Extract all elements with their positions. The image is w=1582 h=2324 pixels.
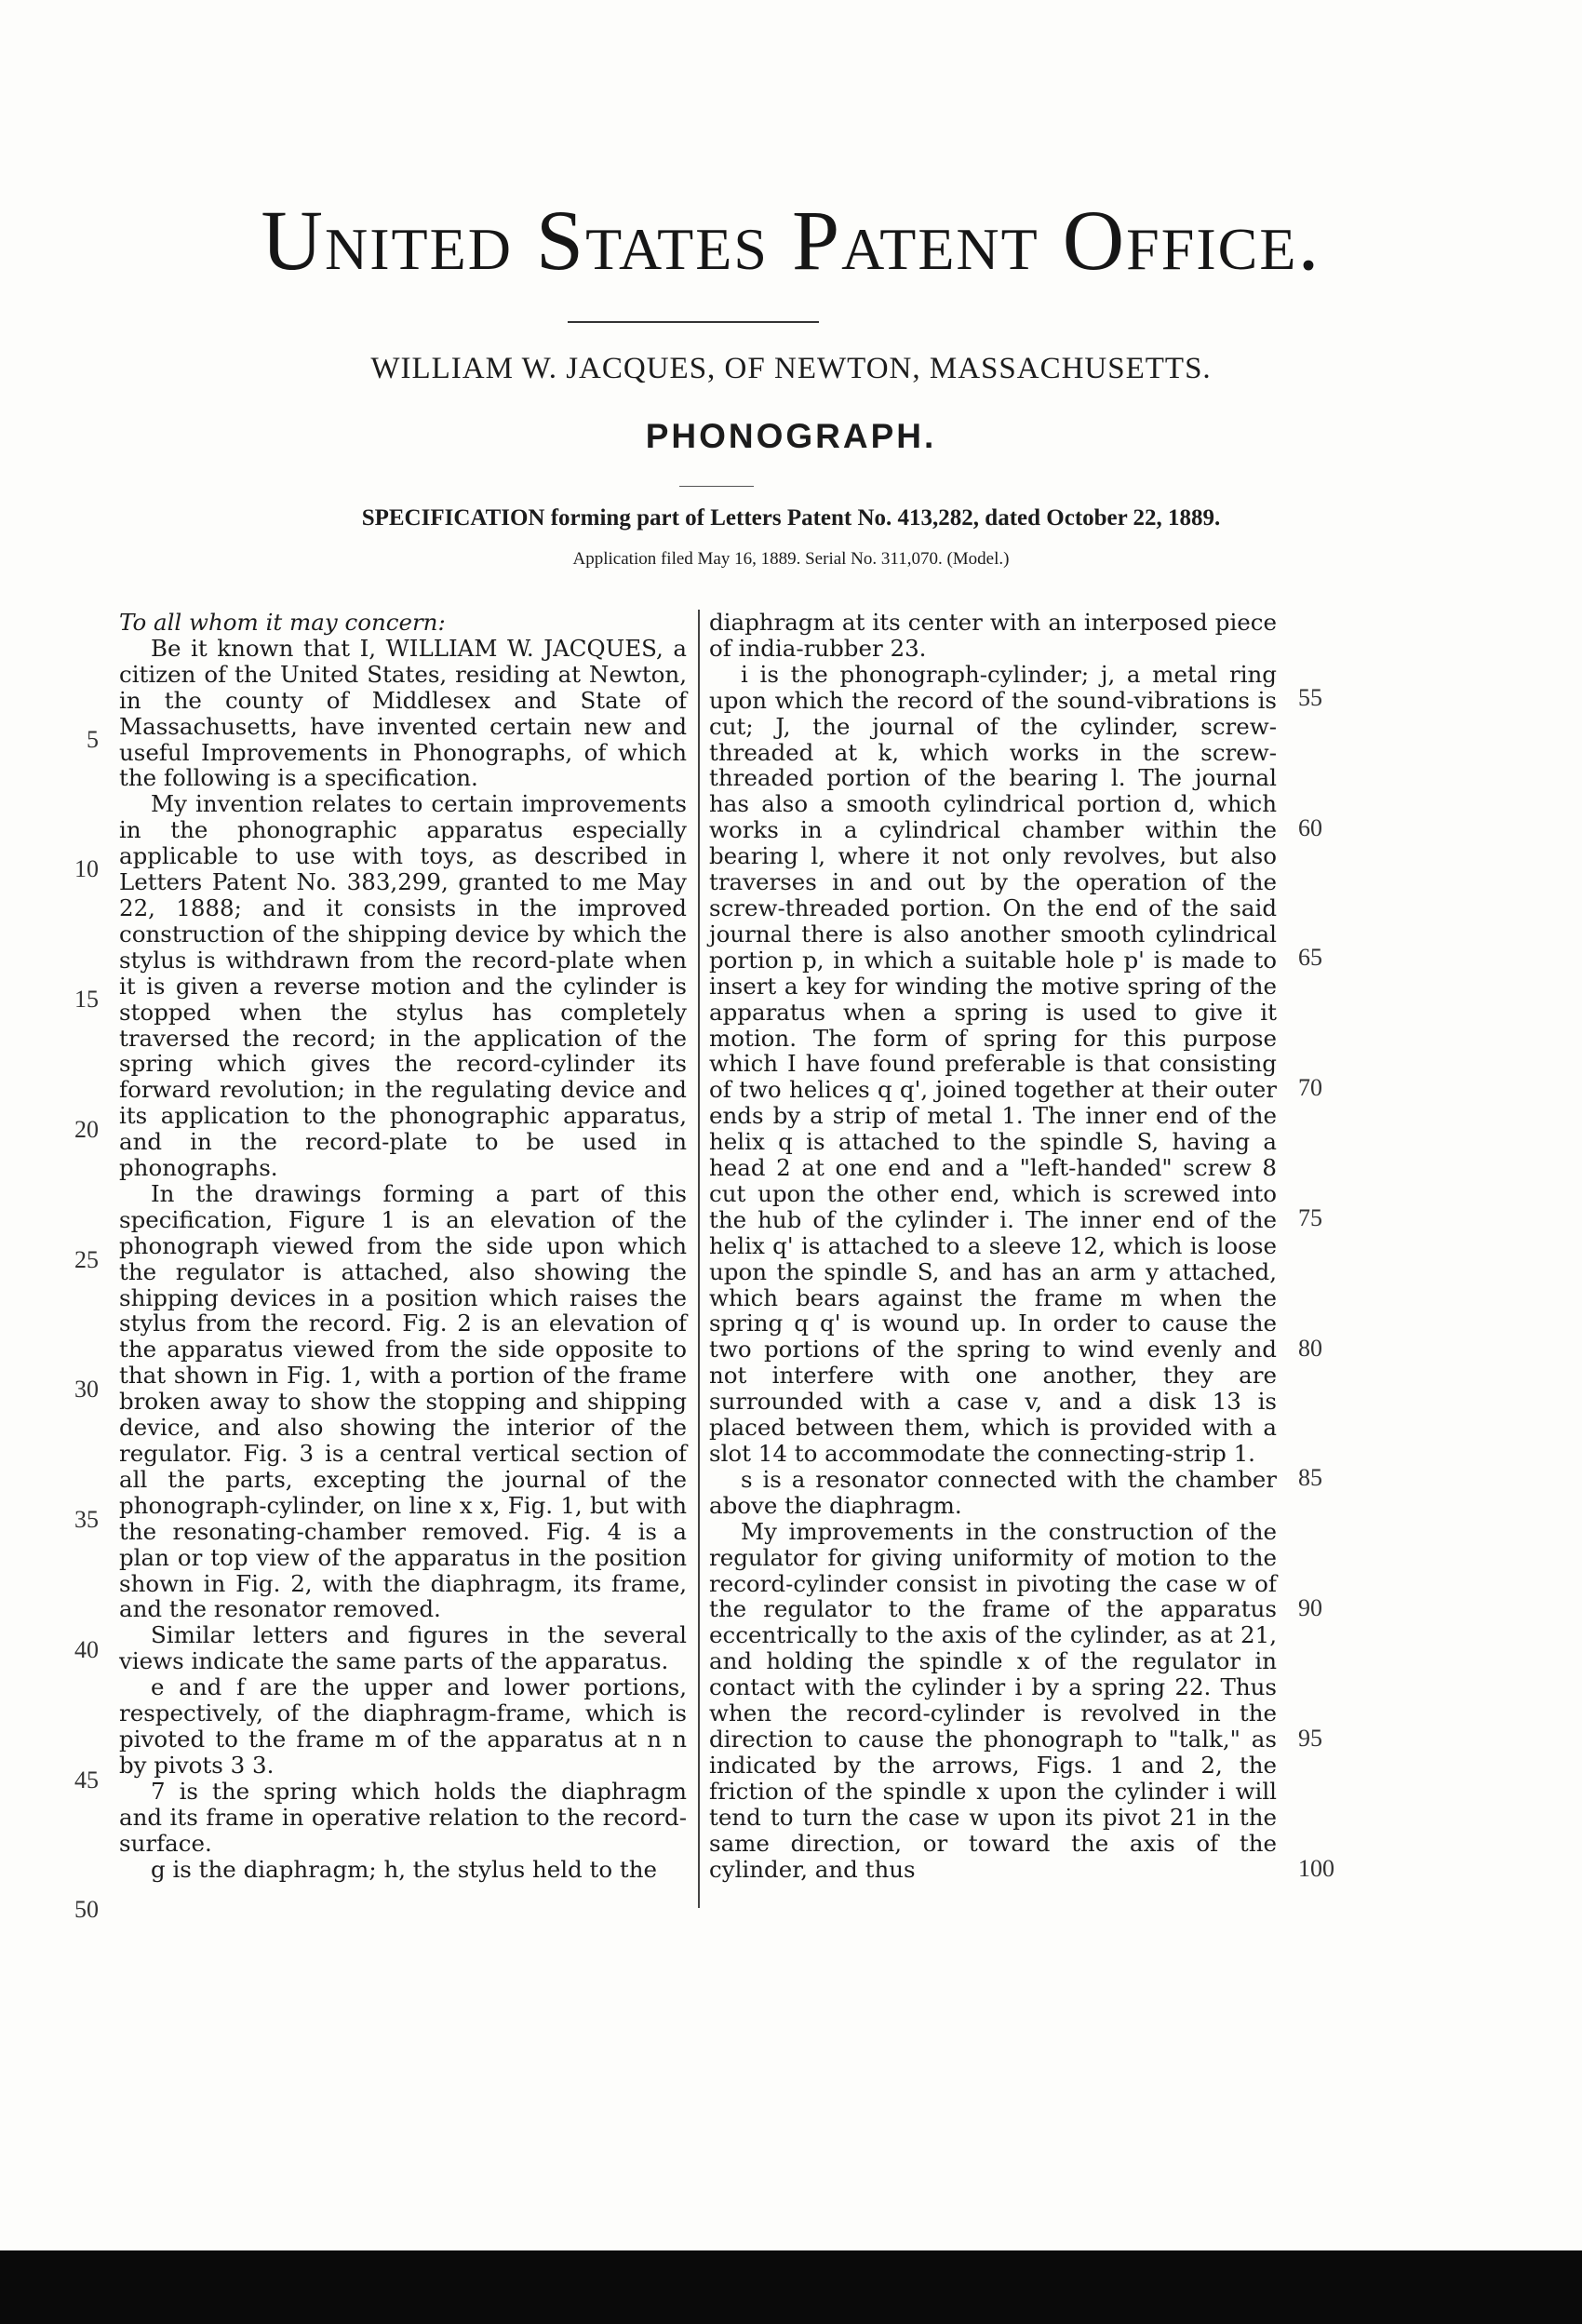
line-number: 30	[74, 1376, 99, 1403]
line-number: 20	[74, 1116, 99, 1143]
paragraph: Be it known that I, WILLIAM W. JACQUES, a citizen of the United States, residing at Newton, in the county of Middlesex and State of Massachusetts, have invented certain new and useful Improvements in Phonographs, of which the following is a specification.	[119, 634, 687, 792]
inventor-line: WILLIAM W. JACQUES, OF NEWTON, MASSACHUSETTS.	[370, 352, 1212, 385]
line-number: 60	[1298, 814, 1322, 841]
line-number: 5	[87, 726, 99, 753]
paragraph: e and f are the upper and lower portions, respectively, of the diaphragm-frame, which is pivoted to the frame m of the apparatus at n n by pivots 3 3.	[119, 1673, 687, 1779]
line-number: 45	[74, 1767, 99, 1793]
line-number: 90	[1298, 1594, 1322, 1621]
paragraph: diaphragm at its center with an interposed piece of india-rubber 23.	[709, 609, 1277, 662]
paragraph: Similar letters and figures in the several views indicate the same parts of the apparatus.	[119, 1621, 687, 1675]
line-number: 95	[1298, 1725, 1322, 1752]
paragraph: In the drawings forming a part of this specification, Figure 1 is an elevation of the phonograph viewed from the side upon which the regulator is attached, also showing the shipping devices in a position which raises the stylus from the record. Fig. 2 is an elevation of the apparatus viewed from the side opposite to that shown in Fig. 1, with a portion of the frame broken away to show the stopping and shipping device, and also showing the interior of the regulator. Fig. 3 is a central vertical section of all the parts, excepting the journal of the phonograph-cylinder, on line x x, Fig. 1, but with the resonating-chamber removed. Fig. 4 is a plan or top view of the apparatus in the position shown in Fig. 2, with the diaphragm, its frame, and the resonator removed.	[119, 1179, 687, 1623]
scan-border-bar	[0, 2250, 1582, 2324]
column-divider	[698, 610, 700, 1908]
line-number: 50	[74, 1896, 99, 1923]
line-number: 75	[1298, 1204, 1322, 1231]
paragraph: 7 is the spring which holds the diaphragm and its frame in operative relation to the record-surface.	[119, 1777, 687, 1857]
application-filed-line: Application filed May 16, 1889. Serial No. 311,070. (Model.)	[572, 549, 1010, 569]
right-column	[709, 610, 1277, 1882]
title-rule	[679, 486, 754, 487]
line-number: 15	[74, 986, 99, 1013]
paragraph: g is the diaphragm; h, the stylus held to the	[151, 1855, 658, 1883]
paragraph: s is a resonator connected with the chamber above the diaphragm.	[709, 1465, 1277, 1519]
document-title: PHONOGRAPH.	[645, 417, 937, 455]
line-number: 25	[74, 1246, 99, 1273]
line-number: 65	[1298, 944, 1322, 971]
line-number: 35	[74, 1506, 99, 1533]
paragraph: My improvements in the construction of the regulator for giving uniformity of motion to the record-cylinder consist in pivoting the case w of the regulator to the frame of the apparatus eccentrically to the axis of the cylinder, as at 21, and holding the spindle x of the regulator in contact with the cylinder i by a spring 22. Thus when the record-cylinder is revolved in the direction to cause the phonograph to "talk," as indicated by the arrows, Figs. 1 and 2, the friction of the spindle x upon the cylinder i will tend to turn the case w upon its pivot 21 in the same direction, or toward the axis of the cylinder, and thus	[709, 1517, 1277, 1883]
line-number: 85	[1298, 1464, 1322, 1491]
paragraph: My invention relates to certain improvements in the phonographic apparatus especially applicable to use with toys, as described in Letters Patent No. 383,299, granted to me May 22, 1888; and it consists in the improved construction of the shipping device by which the stylus is withdrawn from the record-plate when it is given a reverse motion and the cylinder is stopped when the stylus has completely traversed the record; in the application of the spring which gives the record-cylinder its forward revolution; in the regulating device and its application to the phonographic apparatus, and in the record-plate to be used in phonographs.	[119, 790, 687, 1182]
heading-rule	[568, 321, 819, 323]
specification-line: SPECIFICATION forming part of Letters Patent No. 413,282, dated October 22, 1889.	[361, 505, 1221, 531]
line-number: 10	[74, 855, 99, 882]
line-number: 80	[1298, 1335, 1322, 1362]
left-column	[119, 610, 687, 1882]
line-number: 100	[1298, 1855, 1334, 1882]
line-number: 70	[1298, 1074, 1322, 1101]
salutation: To all whom it may concern:	[119, 609, 446, 636]
patent-office-heading: United States Patent Office.	[261, 193, 1321, 288]
paragraph: i is the phonograph-cylinder; j, a metal ring upon which the record of the sound-vibrations is cut; J, the journal of the cylinder, screw-threaded at k, which works in the screw-threaded portion of the bearing l. The journal has also a smooth cylindrical portion d, which works in a cylindrical chamber within the bearing l, where it not only revolves, but also traverses in and out by the operation of the screw-threaded portion. On the end of the said journal there is also another smooth cylindrical portion p, in which a suitable hole p' is made to insert a key for winding the motive spring of the apparatus when a spring is used to give it motion. The form of spring for this purpose which I have found preferable is that consisting of two helices q q', joined together at their outer ends by a strip of metal 1. The inner end of the helix q is attached to the spindle S, having a head 2 at one end and a "left-handed" screw 8 cut upon the other end, which is screwed into the hub of the cylinder i. The inner end of the helix q' is attached to a sleeve 12, which is loose upon the spindle S, and has an arm y attached, which bears against the frame m when the spring q q' is wound up. In order to cause the two portions of the spring to wind evenly and not interfere with one another, they are surrounded with a case v, and a disk 13 is placed between them, which is provided with a slot 14 to accommodate the connecting-strip 1.	[709, 660, 1277, 1467]
line-number: 40	[74, 1636, 99, 1663]
line-number: 55	[1298, 684, 1322, 711]
